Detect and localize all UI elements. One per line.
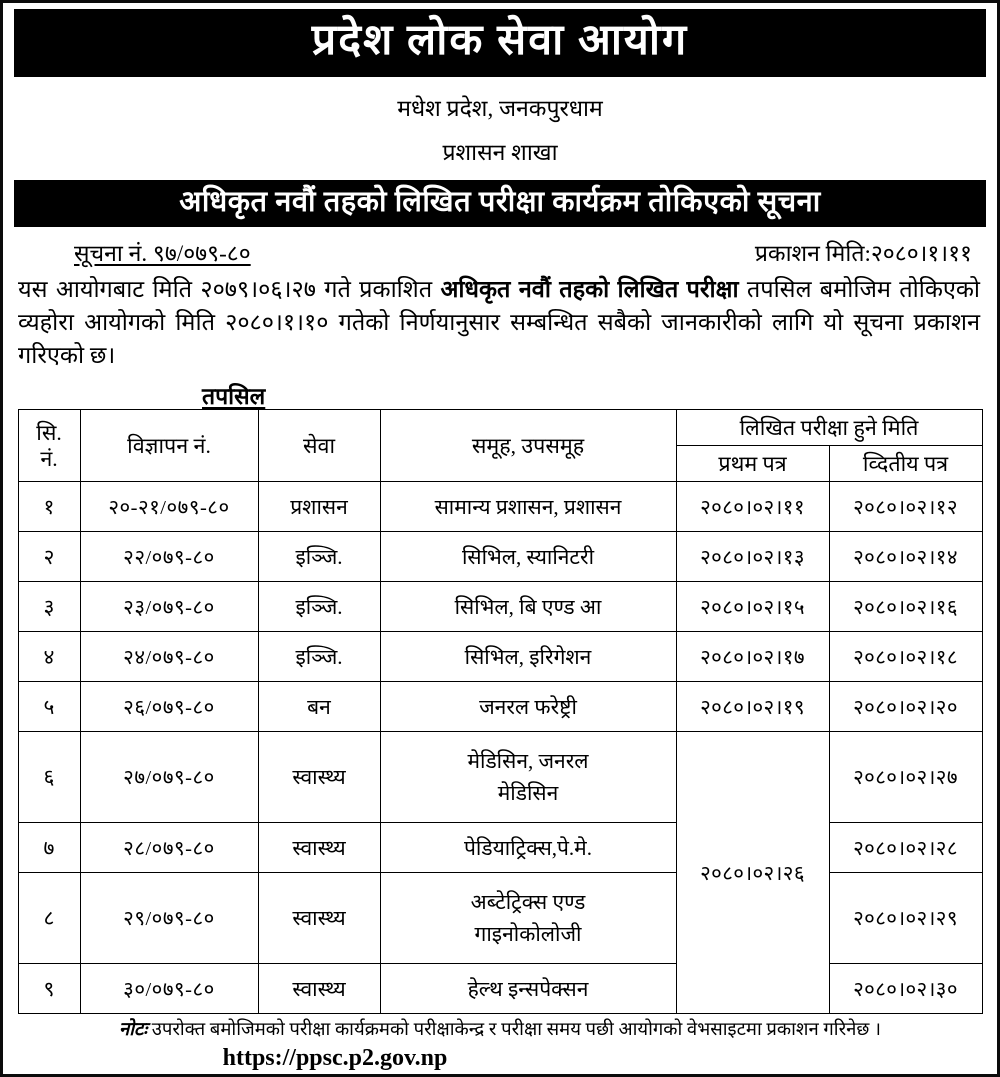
notice-title: अधिकृत नवौं तहको लिखित परीक्षा कार्यक्रम तोकिएको सूचना <box>179 186 821 218</box>
cell-service: बन <box>258 682 380 732</box>
cell-second-paper-date: २०८०।०२।१२ <box>829 482 982 532</box>
cell-first-paper-date: २०८०।०२।१३ <box>676 532 829 582</box>
body-text-part1: यस आयोगबाट मिति २०७९।०६।२७ गते प्रकाशित <box>18 277 441 303</box>
table-header-row-1 <box>18 410 982 446</box>
cell-service: इञ्जि. <box>258 632 380 682</box>
header-sn-line2: नं. <box>40 446 58 471</box>
footer-note-text: उपरोक्त बमोजिमको परीक्षा कार्यक्रमको परीक्षाकेन्द्र र परीक्षा समय पछी आयोगको वेभसाइटमा प्रकाशन गरिनेछ । <box>147 1020 882 1040</box>
cell-group: सिभिल, इरिगेशन <box>380 632 676 682</box>
cell-service: इञ्जि. <box>258 582 380 632</box>
cell-advertisement-number: ३०/०७९-८० <box>80 964 258 1014</box>
cell-group: हेल्थ इन्सपेक्सन <box>380 964 676 1014</box>
table-row <box>18 732 982 823</box>
header-second-paper: व्दितीय पत्र <box>829 446 982 482</box>
header-group-subgroup: समूह, उपसमूह <box>380 410 676 482</box>
table-row <box>18 964 982 1014</box>
header-first-paper: प्रथम पत्र <box>676 446 829 482</box>
table-row <box>18 873 982 964</box>
website-url[interactable]: https://ppsc.p2.gov.np <box>222 1045 448 1071</box>
notice-meta-row <box>14 236 986 268</box>
body-text-bold: अधिकृत नवौं तहको लिखित परीक्षा <box>440 277 739 303</box>
cell-second-paper-date: २०८०।०२।१८ <box>829 632 982 682</box>
cell-second-paper-date: २०८०।०२।३० <box>829 964 982 1014</box>
notice-title-band <box>14 180 986 227</box>
cell-group: सिभिल, बि एण्ड आ <box>380 582 676 632</box>
cell-group-line2: गाइनोकोलोजी <box>474 922 582 946</box>
cell-group <box>380 873 676 964</box>
cell-serial-number: ६ <box>18 732 80 823</box>
footer-note-label: नोटः <box>118 1020 148 1040</box>
table-row <box>18 823 982 873</box>
exam-schedule-table <box>18 409 983 1014</box>
header-service: सेवा <box>258 410 380 482</box>
header-sn-line1: सि. <box>36 420 62 445</box>
cell-serial-number: ३ <box>18 582 80 632</box>
footer-note <box>22 1017 978 1043</box>
cell-service: इञ्जि. <box>258 532 380 582</box>
table-row <box>18 482 982 532</box>
cell-group: सामान्य प्रशासन, प्रशासन <box>380 482 676 532</box>
cell-group-line2: मेडिसिन <box>497 781 559 805</box>
organization-name: प्रदेश लोक सेवा आयोग <box>311 17 689 64</box>
cell-advertisement-number: २२/०७९-८० <box>80 532 258 582</box>
cell-advertisement-number: २३/०७९-८० <box>80 582 258 632</box>
footer <box>14 1017 986 1072</box>
cell-serial-number: ४ <box>18 632 80 682</box>
cell-group: जनरल फरेष्ट्री <box>380 682 676 732</box>
header-serial-number <box>18 410 80 482</box>
table-row <box>18 532 982 582</box>
cell-service: स्वास्थ्य <box>258 964 380 1014</box>
cell-group <box>380 732 676 823</box>
cell-first-paper-date: २०८०।०२।१५ <box>676 582 829 632</box>
cell-serial-number: ७ <box>18 823 80 873</box>
cell-group: पेडियाट्रिक्स,पे.मे. <box>380 823 676 873</box>
cell-service: स्वास्थ्य <box>258 823 380 873</box>
header-exam-date-span: लिखित परीक्षा हुने मिति <box>676 410 982 446</box>
cell-advertisement-number: २७/०७९-८० <box>80 732 258 823</box>
cell-group-line1: मेडिसिन, जनरल <box>467 749 589 773</box>
cell-second-paper-date: २०८०।०२।२७ <box>829 732 982 823</box>
table-row <box>18 682 982 732</box>
table-row <box>18 582 982 632</box>
cell-second-paper-date: २०८०।०२।२० <box>829 682 982 732</box>
cell-serial-number: ८ <box>18 873 80 964</box>
cell-advertisement-number: २९/०७९-८० <box>80 873 258 964</box>
cell-second-paper-date: २०८०।०२।१४ <box>829 532 982 582</box>
cell-serial-number: २ <box>18 532 80 582</box>
cell-serial-number: ५ <box>18 682 80 732</box>
cell-advertisement-number: २४/०७९-८० <box>80 632 258 682</box>
tapasil-heading: तपसिल <box>202 384 266 409</box>
cell-advertisement-number: २६/०७९-८० <box>80 682 258 732</box>
cell-service: स्वास्थ्य <box>258 732 380 823</box>
cell-first-paper-date: २०८०।०२।११ <box>676 482 829 532</box>
notice-number: सूचना नं. ९७/०७९-८० <box>74 241 251 266</box>
cell-second-paper-date: २०८०।०२।२९ <box>829 873 982 964</box>
cell-serial-number: ९ <box>18 964 80 1014</box>
cell-first-paper-date: २०८०।०२।१७ <box>676 632 829 682</box>
province-line: मधेश प्रदेश, जनकपुरधाम <box>397 96 603 121</box>
cell-group: सिभिल, स्यानिटरी <box>380 532 676 582</box>
cell-first-paper-date: २०८०।०२।१९ <box>676 682 829 732</box>
tapasil-heading-wrap <box>14 379 986 409</box>
organization-header-band <box>14 9 986 77</box>
publication-date: प्रकाशन मिति:२०८०।१।११ <box>754 241 972 266</box>
cell-group-line1: अब्टेट्रिक्स एण्ड <box>470 890 586 914</box>
cell-advertisement-number: २८/०७९-८० <box>80 823 258 873</box>
cell-serial-number: १ <box>18 482 80 532</box>
cell-service: स्वास्थ्य <box>258 873 380 964</box>
header-advertisement-number: विज्ञापन नं. <box>80 410 258 482</box>
branch-line: प्रशासन शाखा <box>442 140 558 165</box>
body-text-part2: तपसिल बमोजिम तोकिएको व्यहोरा आयोगको मिति २०८०।१।१० गतेको निर्णयानुसार सम्बन्धित सबैको जानकारीको लागि यो सूचना प्रकाशन गरिएको छ। <box>18 277 980 369</box>
cell-first-paper-date-merged: २०८०।०२।२६ <box>676 732 829 1014</box>
notice-body-paragraph <box>14 274 986 373</box>
cell-second-paper-date: २०८०।०२।२८ <box>829 823 982 873</box>
cell-advertisement-number: २०-२१/०७९-८० <box>80 482 258 532</box>
cell-second-paper-date: २०८०।०२।१६ <box>829 582 982 632</box>
cell-service: प्रशासन <box>258 482 380 532</box>
table-row <box>18 632 982 682</box>
